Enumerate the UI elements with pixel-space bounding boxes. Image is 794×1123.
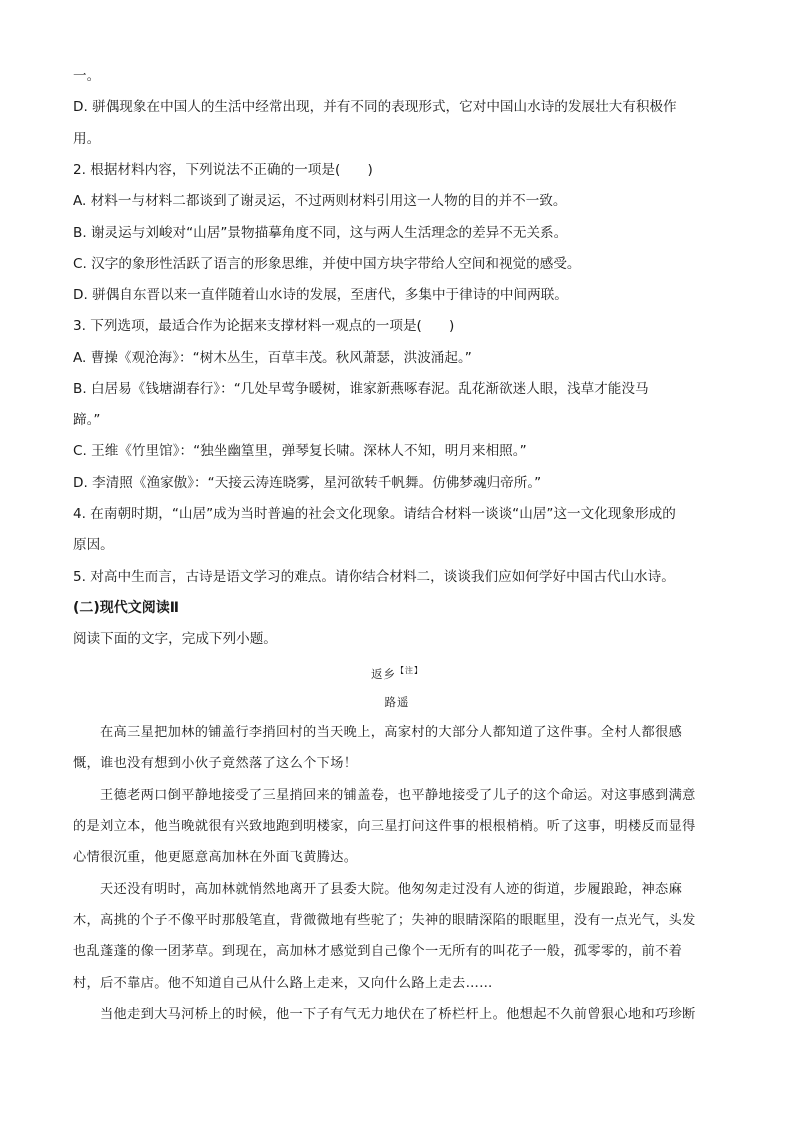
question-2-stem: 2. 根据材料内容，下列说法不正确的一项是( ) <box>73 162 373 178</box>
story-p4-line1: 当他走到大马河桥上的时候，他一下子有气无力地伏在了桥栏杆上。他想起不久前曾狠心地和巧珍断 <box>100 1007 696 1022</box>
story-p3-line4: 村，后不靠店。他不知道自己从什么路上走来，又向什么路上走去…… <box>73 976 493 991</box>
q1-option-d-line2: 用。 <box>73 131 101 147</box>
story-p1-line2: 慨，谁也没有想到小伙子竟然落了这么个下场！ <box>73 756 358 771</box>
question-3-option-a: A. 曹操《观沧海》：“树木丛生，百草丰茂。秋风萧瑟，洪波涌起。” <box>73 350 472 366</box>
question-2-option-c: C. 汉字的象形性活跃了语言的形象思维，并使中国方块字带给人空间和视觉的感受。 <box>73 256 581 272</box>
story-author: 路遥 <box>384 695 410 709</box>
q1-option-d-line1: D. 骈偶现象在中国人的生活中经常出现，并有不同的表现形式，它对中国山水诗的发展壮大有积极作 <box>73 99 677 115</box>
question-3-stem: 3. 下列选项，最适合作为论据来支撑材料一观点的一项是( ) <box>73 318 455 334</box>
section-instruction: 阅读下面的文字，完成下列小题。 <box>73 631 277 647</box>
question-4-line1: 4. 在南朝时期，“山居”成为当时普遍的社会文化现象。请结合材料一谈谈“山居”这一文化现象形成的 <box>73 506 676 522</box>
question-3-option-b-line1: B. 白居易《钱塘湖春行》：“几处早莺争暖树，谁家新燕啄春泥。乱花渐欲迷人眼，浅草才能没马 <box>73 381 649 397</box>
question-4-line2: 原因。 <box>73 537 114 553</box>
question-5: 5. 对高中生而言，古诗是语文学习的难点。请你结合材料二，谈谈我们应如何学好中国古代山水诗。 <box>73 569 675 585</box>
question-3-option-b-line2: 蹄。” <box>73 412 101 428</box>
story-p3-line2: 木，高挑的个子不像平时那般笔直，背微微地有些驼了；失神的眼睛深陷的眼眶里，没有一点光气，头发 <box>73 913 696 928</box>
question-2-option-d: D. 骈偶自东晋以来一直伴随着山水诗的发展，至唐代，多集中于律诗的中间两联。 <box>73 287 568 303</box>
question-2-option-b: B. 谢灵运与刘峻对“山居”景物描摹角度不同，这与两人生活理念的差异不无关系。 <box>73 225 568 241</box>
question-2-option-a: A. 材料一与材料二都谈到了谢灵运，不过两则材料引用这一人物的目的并不一致。 <box>73 193 567 209</box>
question-3-option-d: D. 李清照《渔家傲》：“天接云涛连晓雾，星河欲转千帆舞。仿佛梦魂归帝所。” <box>73 475 542 491</box>
story-p2-line3: 心情很沉重，他更愿意高加林在外面飞黄腾达。 <box>73 850 358 865</box>
question-3-option-c: C. 王维《竹里馆》：“独坐幽篁里，弹琴复长啸。深林人不知，明月来相照。” <box>73 443 527 459</box>
story-p2-line1: 王德老两口倒平静地接受了三星捎回来的铺盖卷，也平静地接受了儿子的这个命运。对这事感到满意 <box>100 788 696 803</box>
story-p3-line1: 天还没有明时，高加林就悄然地离开了县委大院。他匆匆走过没有人迹的街道，步履踉跄，神态麻 <box>100 882 683 897</box>
section-heading: (二)现代文阅读Ⅱ <box>73 600 180 616</box>
prev-question-tail: 一。 <box>73 68 101 84</box>
story-title-text: 返乡 <box>371 666 396 681</box>
story-p1-line1: 在高三星把加林的铺盖行李捎回村的当天晚上，高家村的大部分人都知道了这件事。全村人都很感 <box>100 725 683 740</box>
story-p2-line2: 的是刘立本，他当晚就很有兴致地跑到明楼家，向三星打问这件事的根根梢梢。听了这事，明楼反而显得 <box>73 819 696 834</box>
story-title <box>0 661 794 684</box>
story-title-note: 【注】 <box>396 666 423 675</box>
story-p3-line3: 也乱蓬蓬的像一团茅草。到现在，高加林才感觉到自己像个一无所有的叫花子一般，孤零零的，前不着 <box>73 944 683 959</box>
